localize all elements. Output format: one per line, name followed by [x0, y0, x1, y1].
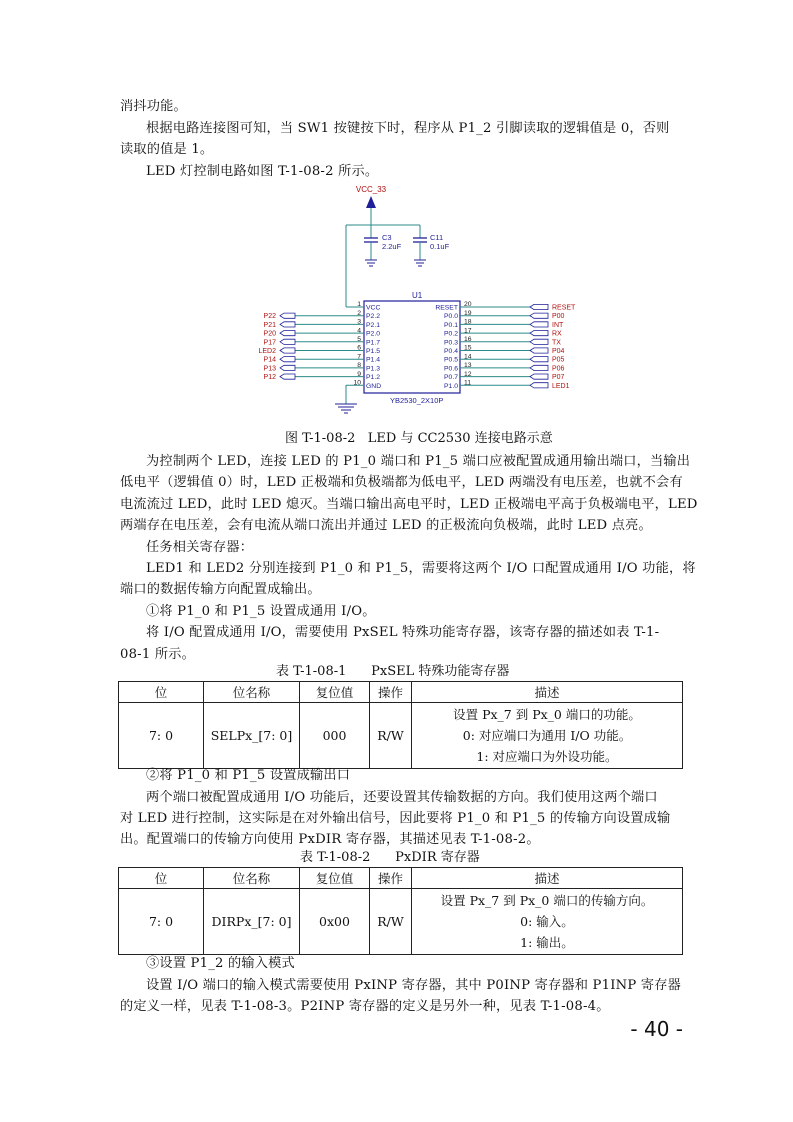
net-label: P06	[552, 365, 565, 373]
net-label: INT	[552, 321, 564, 329]
table-header: 描述	[412, 682, 683, 703]
net-port-icon	[530, 313, 548, 318]
net-port-icon	[530, 304, 548, 309]
pin-name: P2.0	[366, 330, 380, 338]
pin-number: 13	[464, 362, 472, 370]
net-port-icon	[280, 331, 295, 336]
table-cell: 7: 0	[119, 889, 204, 955]
net-label: P13	[263, 365, 276, 373]
net-port-icon	[530, 383, 548, 388]
paragraph-line: ①将 P1_0 和 P1_5 设置成通用 I/O。	[146, 604, 376, 619]
paragraph-line: 端口的数据传输方向配置成输出。	[120, 582, 321, 597]
pin-number: 17	[464, 327, 472, 335]
pin-number: 1	[357, 301, 361, 309]
table1-caption: 表 T-1-08-1 PxSEL 特殊功能寄存器	[276, 664, 510, 679]
net-label: P12	[263, 374, 276, 382]
paragraph-line: LED 灯控制电路如图 T-1-08-2 所示。	[146, 164, 379, 179]
table-header: 位名称	[204, 868, 300, 889]
pin-number: 19	[464, 309, 472, 317]
table-cell: R/W	[370, 703, 412, 769]
paragraph-line: 出。配置端口的传输方向使用 PxDIR 寄存器，其描述见表 T-1-08-2。	[120, 832, 540, 847]
table-header: 描述	[412, 868, 683, 889]
paragraph-line: 根据电路连接图可知，当 SW1 按键按下时，程序从 P1_2 引脚读取的逻辑值是 0，否则	[146, 121, 670, 136]
table2-caption: 表 T-1-08-2 PxDIR 寄存器	[300, 850, 480, 865]
pin-name: P0.2	[444, 330, 458, 338]
pin-number: 18	[464, 318, 472, 326]
pxsel-table	[118, 681, 683, 769]
paragraph-line: 低电平（逻辑值 0）时，LED 正极端和负极端都为低电平，LED 两端没有电压差，也就不会有	[120, 475, 683, 490]
pin-number: 3	[357, 318, 361, 326]
paragraph-line: 08-1 所示。	[120, 647, 195, 662]
c3-value: 2.2uF	[382, 242, 402, 251]
net-label: TX	[552, 339, 561, 347]
net-label: P07	[552, 374, 565, 382]
pin-name: P0.6	[444, 365, 458, 373]
table-cell-description	[412, 889, 683, 955]
pin-number: 5	[357, 336, 361, 343]
description-line: 0: 输入。	[520, 914, 574, 929]
table-header: 操作	[370, 868, 412, 889]
pin-number: 10	[353, 379, 361, 387]
table-header: 操作	[370, 682, 412, 703]
paragraph-line: LED1 和 LED2 分别连接到 P1_0 和 P1_5，需要将这两个 I/O 口配置成通用 I/O 功能，将	[146, 561, 696, 576]
net-port-icon	[530, 322, 548, 327]
pin-name: P1.0	[444, 382, 458, 390]
paragraph-line: 两端存在电压差，会有电流从端口流出并通过 LED 的正极流向负极端，此时 LED 点亮。	[120, 518, 652, 533]
net-port-icon	[530, 357, 548, 362]
description-line: 设置 Px_7 到 Px_0 端口的功能。	[453, 707, 641, 722]
pin-name: P0.3	[444, 339, 458, 347]
pin-number: 7	[357, 353, 361, 361]
pin-number: 16	[464, 336, 472, 343]
net-label: P21	[263, 321, 276, 329]
table-cell: DIRPx_[7: 0]	[204, 889, 300, 955]
paragraph-line: 消抖功能。	[120, 99, 187, 114]
pin-name: P1.5	[366, 348, 380, 355]
vcc-arrow-icon	[366, 196, 376, 208]
paragraph-line: 读取的值是 1。	[120, 142, 214, 157]
pin-name: P0.7	[444, 374, 458, 382]
net-port-icon	[530, 365, 548, 370]
net-port-icon	[530, 374, 548, 379]
net-label: P14	[263, 356, 276, 364]
net-port-icon	[280, 322, 295, 327]
net-port-icon	[280, 348, 295, 353]
table-cell: 000	[300, 703, 370, 769]
pin-name: P0.4	[444, 348, 458, 355]
net-port-icon	[280, 357, 295, 362]
net-label: P05	[552, 356, 565, 364]
pin-name: P1.3	[366, 365, 380, 373]
net-label: LED2	[258, 348, 276, 355]
pin-name: P1.7	[366, 339, 380, 347]
page-number: - 40 -	[630, 1017, 683, 1041]
table-header: 位	[119, 682, 204, 703]
pin-number: 2	[357, 309, 361, 317]
net-port-icon	[280, 374, 295, 379]
pin-name: P2.1	[366, 321, 380, 329]
paragraph-line: ②将 P1_0 和 P1_5 设置成输出口	[146, 768, 351, 783]
net-port-icon	[530, 339, 548, 344]
net-port-icon	[280, 365, 295, 370]
vcc-label: VCC_33	[355, 185, 387, 194]
table-cell: 0x00	[300, 889, 370, 955]
figure-caption: 图 T-1-08-2 LED 与 CC2530 连接电路示意	[285, 431, 553, 446]
pxdir-table	[118, 867, 683, 955]
pin-name: P1.4	[366, 356, 380, 364]
net-label: P20	[263, 330, 276, 338]
net-port-icon	[280, 313, 295, 318]
pin-number: 9	[357, 370, 361, 378]
net-label: LED1	[552, 382, 570, 390]
table-header: 位名称	[204, 682, 300, 703]
net-port-icon	[530, 348, 548, 353]
circuit-diagram	[240, 180, 600, 420]
paragraph-line: 电流流过 LED，此时 LED 熄灭。当端口输出高电平时，LED 正极端电平高于负极端电平，LED	[120, 497, 698, 512]
chip-ref: U1	[412, 291, 423, 300]
net-label: P04	[552, 348, 565, 355]
pin-number: 8	[357, 362, 361, 370]
net-label: P22	[263, 313, 276, 321]
table-cell: 7: 0	[119, 703, 204, 769]
net-label: P00	[552, 313, 565, 321]
description-line: 0: 对应端口为通用 I/O 功能。	[462, 728, 632, 743]
c11-label: C11	[430, 233, 444, 242]
paragraph-line: ③设置 P1_2 的输入模式	[146, 956, 295, 971]
paragraph-line: 设置 I/O 端口的输入模式需要使用 PxINP 寄存器，其中 P0INP 寄存器和 P1INP 寄存器	[146, 978, 681, 993]
pin-name: RESET	[435, 304, 458, 312]
pin-name: GND	[366, 382, 382, 390]
pin-number: 11	[464, 379, 472, 387]
pin-name: P2.2	[366, 313, 380, 321]
net-port-icon	[280, 339, 295, 344]
table-cell: R/W	[370, 889, 412, 955]
paragraph-line: 两个端口被配置成通用 I/O 功能后，还要设置其传输数据的方向。我们使用这两个端口	[146, 790, 658, 805]
paragraph-line: 任务相关寄存器：	[146, 540, 254, 555]
pin-number: 14	[464, 353, 472, 361]
paragraph-line: 将 I/O 配置成通用 I/O，需要使用 PxSEL 特殊功能寄存器，该寄存器的描述如表 T-1-	[146, 625, 660, 640]
paragraph-line: 为控制两个 LED，连接 LED 的 P1_0 端口和 P1_5 端口应被配置成通用输出端口，当输出	[146, 454, 691, 469]
paragraph-line: 对 LED 进行控制，这实际是在对外输出信号，因此要将 P1_0 和 P1_5 的传输方向设置成输	[120, 811, 671, 826]
net-label: P17	[263, 339, 276, 347]
description-line: 设置 Px_7 到 Px_0 端口的传输方向。	[440, 893, 654, 908]
c11-value: 0.1uF	[430, 242, 450, 251]
description-line: 1: 输出。	[520, 935, 574, 950]
c3-label: C3	[382, 233, 392, 242]
pin-name: VCC	[366, 304, 381, 312]
chip-part: YB2530_2X10P	[390, 396, 444, 405]
pin-name: P0.0	[444, 313, 458, 321]
table-header: 复位值	[300, 868, 370, 889]
pin-number: 20	[464, 301, 472, 309]
pin-number: 4	[357, 327, 361, 335]
table-cell-description	[412, 703, 683, 769]
net-label: RESET	[552, 304, 576, 312]
description-line: 1: 对应端口为外设功能。	[476, 749, 618, 764]
pin-name: P0.5	[444, 356, 458, 364]
pin-name: P1.2	[366, 374, 380, 382]
pin-number: 6	[357, 344, 361, 352]
table-header: 复位值	[300, 682, 370, 703]
paragraph-line: 的定义一样，见表 T-1-08-3。P2INP 寄存器的定义是另外一种，见表 T-1-08-4。	[120, 999, 610, 1014]
pin-name: P0.1	[444, 321, 458, 329]
net-label: RX	[552, 330, 562, 338]
pin-number: 15	[464, 344, 472, 352]
table-cell: SELPx_[7: 0]	[204, 703, 300, 769]
net-port-icon	[530, 331, 548, 336]
table-header: 位	[119, 868, 204, 889]
pin-number: 12	[464, 370, 472, 378]
